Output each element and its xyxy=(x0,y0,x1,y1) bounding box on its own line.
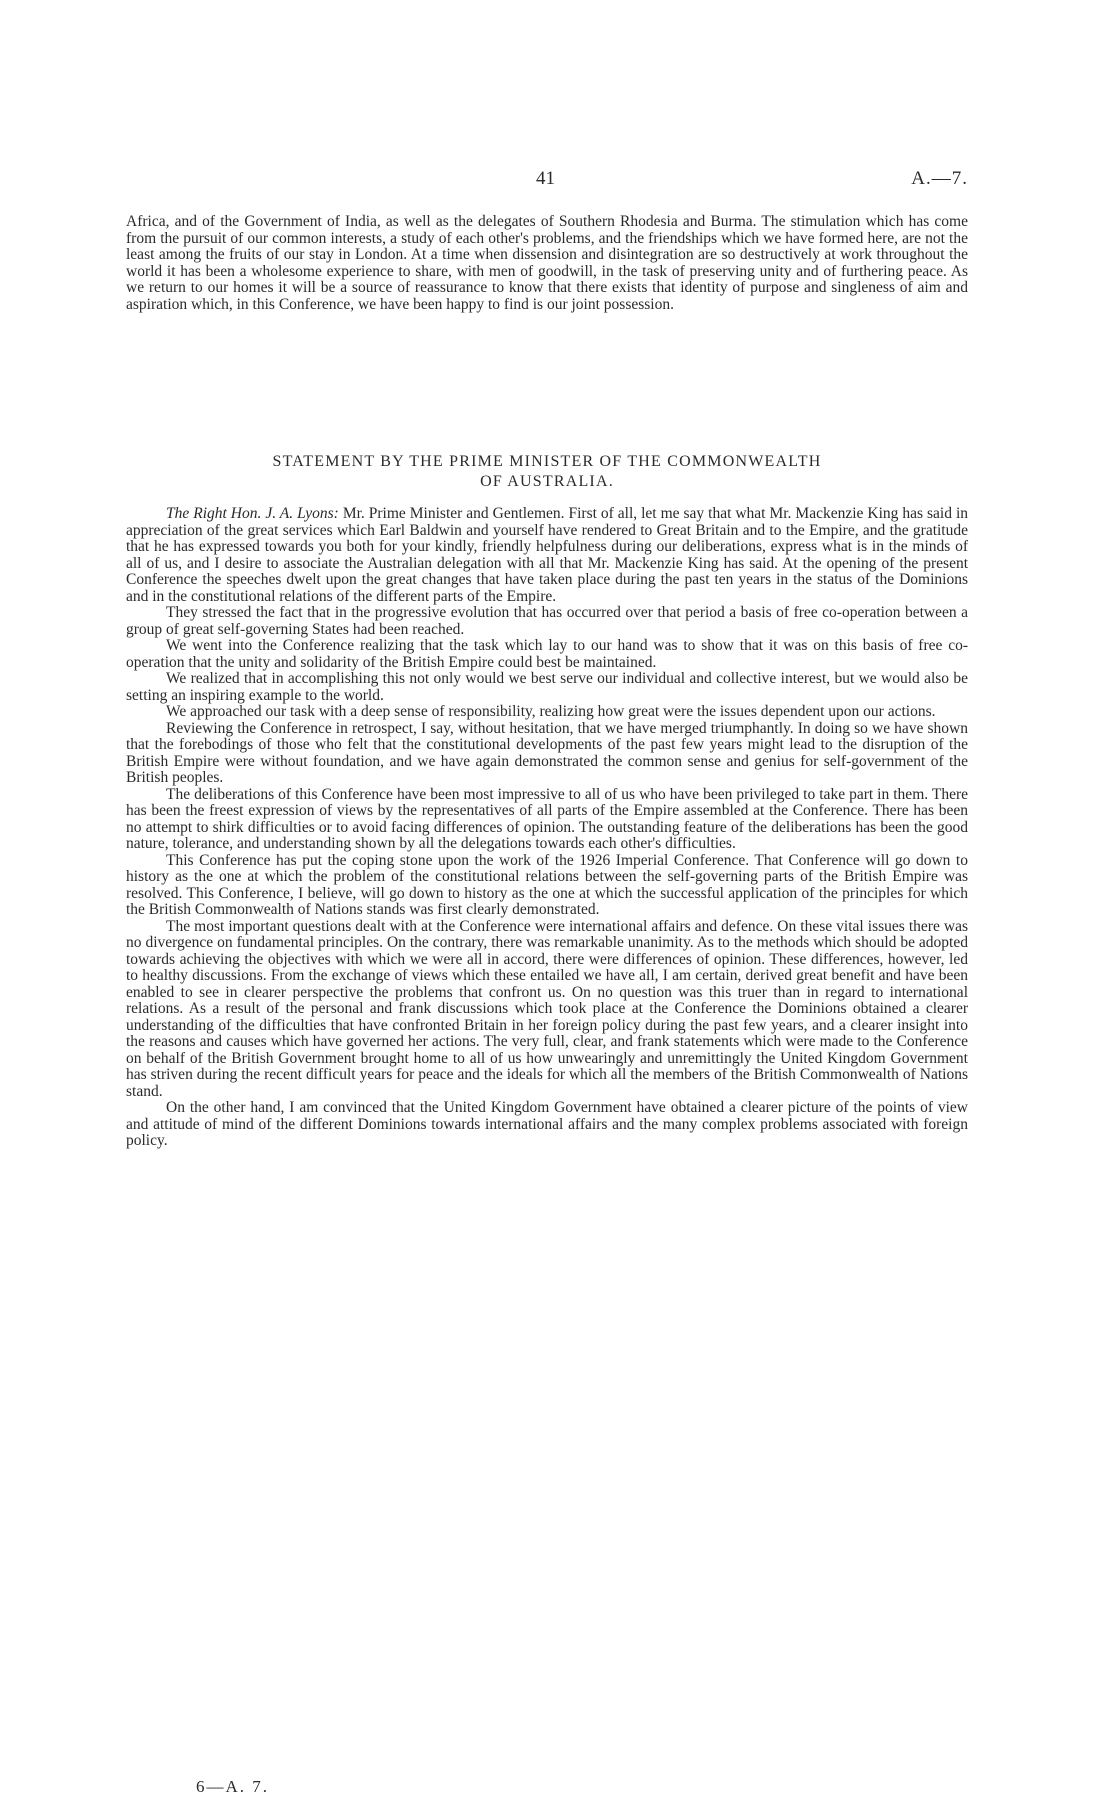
heading-line-2: OF AUSTRALIA. xyxy=(480,473,614,490)
statement-paragraph-1 xyxy=(126,506,968,605)
statement-body xyxy=(126,506,968,1150)
statement-paragraph: We approached our task with a deep sense of responsibility, realizing how great were the issues dependent upon our actions. xyxy=(166,703,936,720)
statement-paragraph: This Conference has put the coping stone upon the work of the 1926 Imperial Conference. That Conference will go down to history as the one at which the problem of the constitutional relations between the self-governing parts of the British Empire was resolved. This Conference, I believe, will go down to history as the one at which the successful application of the principles for which the British Commonwealth of Nations stands was first clearly demonstrated. xyxy=(126,851,968,918)
statement-paragraph: Reviewing the Conference in retrospect, I say, without hesitation, that we have merged triumphantly. In doing so we have shown that the forebodings of those who felt that the constitutional developments of the past few years might lead to the disruption of the British Empire were without foundation, and we have again demonstrated the common sense and genius for self-government of the British peoples. xyxy=(126,719,968,786)
statement-paragraph: On the other hand, I am convinced that the United Kingdom Government have obtained a clearer picture of the points of view and attitude of mind of the different Dominions towards international affairs and the many complex problems associated with foreign policy. xyxy=(126,1099,968,1149)
statement-paragraph: They stressed the fact that in the progressive evolution that has occurred over that period a basis of free co-operation between a group of great self-governing States had been reached. xyxy=(126,604,968,638)
speaker-name: The Right Hon. J. A. Lyons: xyxy=(166,505,339,522)
document-reference: A.—7. xyxy=(911,168,968,189)
page-header xyxy=(126,168,968,196)
statement-paragraph: We went into the Conference realizing that the task which lay to our hand was to show that it was on this basis of free co-operation that the unity and solidarity of the British Empire could best be maintained. xyxy=(126,637,968,671)
section-heading xyxy=(126,452,968,492)
intro-paragraph: Africa, and of the Government of India, as well as the delegates of Southern Rhodesia and Burma. The stimulation which has come from the pursuit of our common interests, a study of each other's problems, and the friendships which we have formed here, are not the least among the fruits of our stay in London. At a time when dissension and disintegration are so destructively at work throughout the world it has been a wholesome experience to share, with men of goodwill, in the task of preserving unity and of furthering peace. As we return to our homes it will be a source of reassurance to know that there exists that identity of purpose and singleness of aim and aspiration which, in this Conference, we have been happy to find is our joint possession. xyxy=(126,213,968,313)
first-paragraph-text: Mr. Prime Minister and Gentlemen. First of all, let me say that what Mr. Mackenzie King has said in appreciation of the great services which Earl Baldwin and yourself have rendered to Great Britain and to the Empire, and the gratitude that he has expressed towards you both for your kindly, friendly helpfulness during our deliberations, express what is in the minds of all of us, and I desire to associate the Australian delegation with all that Mr. Mackenzie King has said. At the opening of the present Conference the speeches dwelt upon the great changes that have taken place during the past ten years in the status of the Dominions and in the constitutional relations of the different parts of the Empire. xyxy=(126,505,968,605)
statement-paragraph: The deliberations of this Conference have been most impressive to all of us who have been privileged to take part in them. There has been the freest expression of views by the representatives of all parts of the Empire assembled at the Conference. There has been no attempt to shirk difficulties or to avoid facing differences of opinion. The outstanding feature of the deliberations has been the good nature, tolerance, and understanding shown by all the delegations towards each other's difficulties. xyxy=(126,785,968,852)
statement-paragraph: We realized that in accomplishing this not only would we best serve our individual and collective interest, but we would also be setting an inspiring example to the world. xyxy=(126,670,968,704)
heading-line-1: STATEMENT BY THE PRIME MINISTER OF THE COMMONWEALTH xyxy=(272,453,822,470)
footer-signature-mark: 6—A. 7. xyxy=(196,1777,270,1796)
page-number: 41 xyxy=(536,168,555,189)
statement-paragraph: The most important questions dealt with at the Conference were international affairs and defence. On these vital issues there was no divergence on fundamental principles. On the contrary, there was remarkable unanimity. As to the methods which should be adopted towards achieving the objectives with which we were all in accord, there were differences of opinion. These differences, however, led to healthy discussions. From the exchange of views which these entailed we have all, I am certain, derived great benefit and have been enabled to see in clearer perspective the problems that confront us. On no question was this truer than in regard to international relations. As a result of the personal and frank discussions which took place at the Conference the Dominions obtained a clearer understanding of the difficulties that have confronted Britain in her foreign policy during the past few years, and a clearer insight into the reasons and causes which have governed her actions. The very full, clear, and frank statements which were made to the Conference on behalf of the British Government brought home to all of us how unwearingly and unremittingly the United Kingdom Government has striven during the recent difficult years for peace and the ideals for which all the members of the British Commonwealth of Nations stand. xyxy=(126,917,968,1100)
